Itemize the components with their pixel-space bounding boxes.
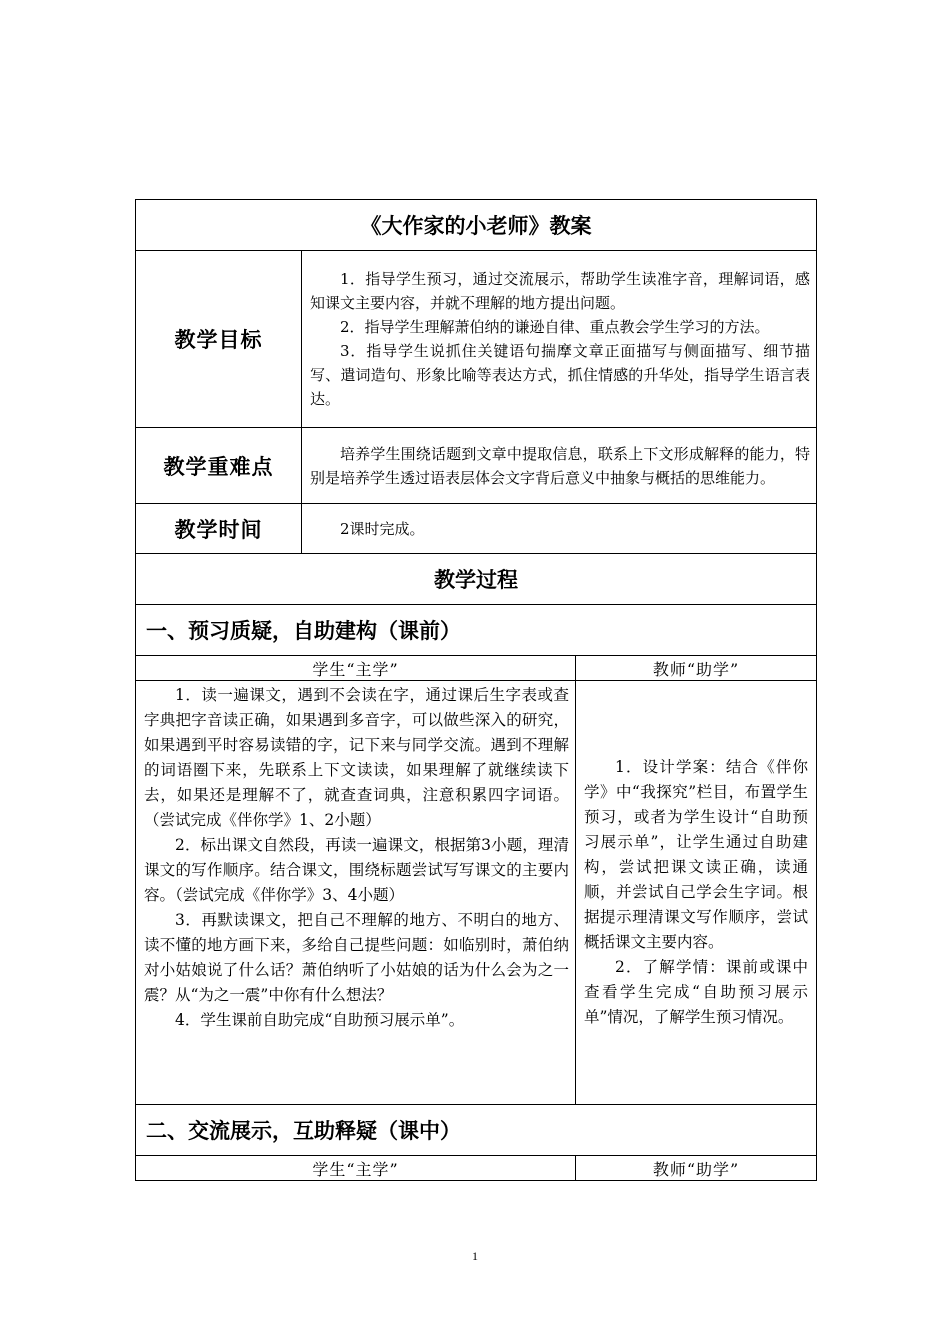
- key-points-text: 培养学生围绕话题到文章中提取信息，联系上下文形成解释的能力，特别是培养学生透过语表层体会文字背后意义中抽象与概括的思维能力。: [310, 444, 811, 487]
- student-item: 2．标出课文自然段，再读一遍课文，根据第3小题，理清课文的写作顺序。结合课文，围绕标题尝试写写课文的主要内容。（尝试完成《伴你学》3、4小题）: [144, 836, 569, 904]
- phase2-title: 二、交流展示，互助释疑（课中）: [136, 1105, 817, 1156]
- objective-item: 3．指导学生说抓住关键语句揣摩文章正面描写与侧面描写、细节描写、遣词造句、形象比喻等表达方式，抓住情感的升华处，指导学生语言表达。: [310, 342, 811, 408]
- student-item: 4．学生课前自助完成“自助预习展示单”。: [175, 1011, 465, 1029]
- objectives-label: 教学目标: [136, 251, 302, 428]
- objectives-content: [302, 251, 817, 428]
- time-content: [302, 504, 817, 554]
- student-item: 1．读一遍课文，遇到不会读在字，通过课后生字表或查字典把字音读正确，如果遇到多音字，可以做些深入的研究，如果遇到平时容易读错的字，记下来与同学交流。遇到不理解的词语圈下来，先联系上下文读读，如果理解了就继续读下去，如果还是理解不了，就查查词典，注意积累四字词语。（尝试完成《伴你学》1、2小题）: [144, 686, 569, 829]
- lesson-plan-table: [135, 199, 817, 1181]
- phase2-student-header: 学生“主学”: [136, 1156, 576, 1181]
- time-label: 教学时间: [136, 504, 302, 554]
- time-text: 2课时完成。: [340, 519, 425, 538]
- phase1-teacher-content: [576, 681, 817, 1105]
- key-points-label: 教学重难点: [136, 428, 302, 504]
- page-number: 1: [472, 1249, 478, 1263]
- objective-item: 2．指导学生理解萧伯纳的谦逊自律、重点教会学生学习的方法。: [340, 318, 770, 336]
- student-item: 3．再默读课文，把自己不理解的地方、不明白的地方、读不懂的地方画下来，多给自己提些问题：如临别时，萧伯纳对小姑娘说了什么话？萧伯纳听了小姑娘的话为什么会为之一震？从“为之一震”中你有什么想法？: [144, 911, 569, 1004]
- phase2-teacher-header: 教师“助学”: [576, 1156, 817, 1181]
- phase1-title: 一、预习质疑，自助建构（课前）: [136, 605, 817, 656]
- teacher-item: 2．了解学情：课前或课中查看学生完成“自助预习展示单”情况，了解学生预习情况。: [584, 958, 809, 1026]
- phase1-student-content: [136, 681, 576, 1105]
- document-title: 《大作家的小老师》教案: [136, 200, 817, 251]
- process-title: 教学过程: [136, 554, 817, 605]
- objective-item: 1．指导学生预习，通过交流展示，帮助学生读准字音，理解词语，感知课文主要内容，并就不理解的地方提出问题。: [310, 270, 811, 312]
- phase1-teacher-header: 教师“助学”: [576, 656, 817, 681]
- phase1-student-header: 学生“主学”: [136, 656, 576, 681]
- key-points-content: [302, 428, 817, 504]
- teacher-item: 1．设计学案：结合《伴你学》中“我探究”栏目，布置学生预习，或者为学生设计“自助预习展示单”，让学生通过自助建构，尝试把课文读正确，读通顺，并尝试自己学会生字词。根据提示理清课文写作顺序，尝试概括课文主要内容。: [584, 758, 809, 951]
